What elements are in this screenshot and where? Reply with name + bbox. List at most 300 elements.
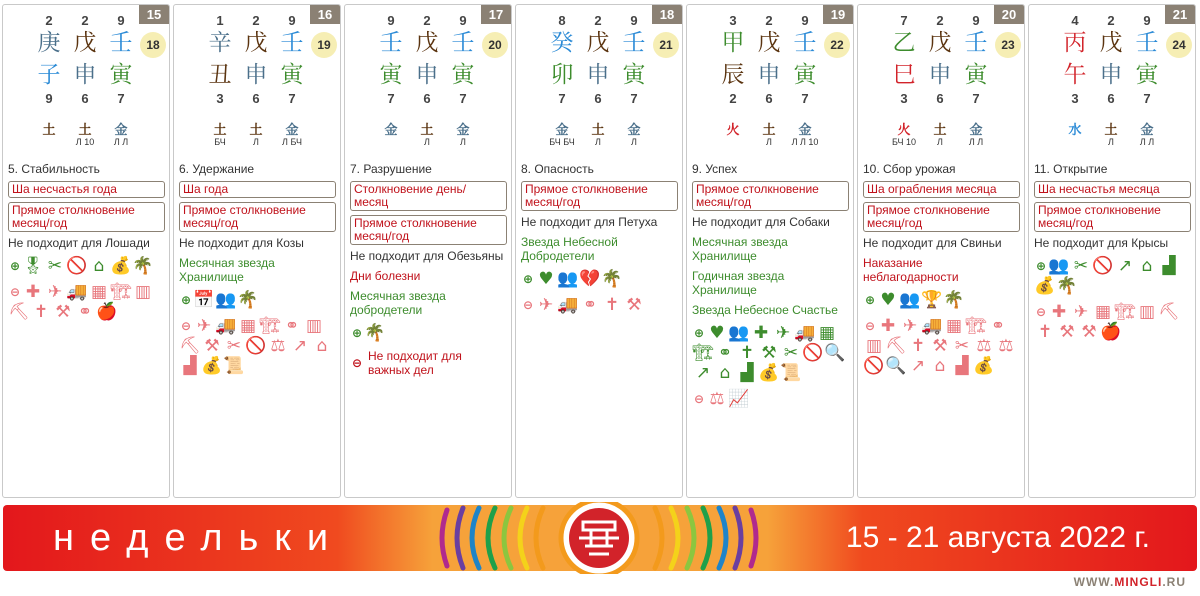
element-char: 金: [384, 122, 398, 137]
day-column-21: [1028, 4, 1196, 498]
element-sub: Л: [1108, 137, 1114, 147]
money-bag-icon: 💰: [110, 256, 132, 276]
airplane-icon: ✈: [775, 323, 791, 343]
tomb-icon: ✝: [33, 302, 49, 322]
growth-icon: ↗: [1117, 256, 1133, 276]
logo-rings-icon: [429, 502, 769, 574]
day-details: [1034, 181, 1191, 348]
people-icon: 👥: [557, 269, 579, 289]
boxes-icon: ▦: [90, 282, 108, 302]
unsuitable-for-text: Не подходит для Обезьяны: [350, 249, 504, 263]
element-subscripts: [719, 137, 839, 149]
unfavorable-icons: [1034, 302, 1191, 342]
door-icon: ▥: [1138, 302, 1156, 322]
day-details: [8, 181, 165, 328]
day-details: [350, 181, 507, 383]
good-star-text: Месячная звезда Хранилище: [179, 256, 275, 284]
top-digit: 2: [423, 13, 431, 28]
unfavorable-icons: [863, 316, 1020, 376]
earthly-branches: [721, 61, 831, 89]
plus-cross-icon: ✚: [753, 323, 769, 343]
branch-char: 申: [244, 62, 268, 88]
branch-char: 寅: [622, 62, 646, 88]
element-char: 土: [42, 122, 56, 137]
lunar-day-circle: 19: [311, 32, 337, 58]
scissors-icon: ✂: [1073, 256, 1089, 276]
branch-char: 辰: [721, 62, 745, 88]
plus-sign-icon: ⊕: [9, 259, 21, 273]
bottom-digit: 3: [1071, 91, 1079, 106]
element-char: 金: [456, 122, 470, 137]
top-digit: 9: [288, 13, 296, 28]
element-sub: БЧ 10: [891, 137, 916, 147]
element-row: [723, 119, 823, 137]
stem-char: 辛: [208, 30, 232, 56]
element-char: 金: [627, 122, 641, 137]
element-sub: Л: [631, 137, 637, 147]
top-digit: 9: [972, 13, 980, 28]
element-row: [894, 119, 994, 137]
scissors-icon: ✂: [954, 336, 970, 356]
top-digit: 2: [252, 13, 260, 28]
unsuitable-for-text: Не подходит для Козы: [179, 236, 304, 250]
coins-icon: ⚖: [998, 336, 1014, 356]
search-icon: 🔍: [824, 343, 846, 363]
stem-char: 癸: [550, 30, 574, 56]
bottom-digit: 7: [1143, 91, 1151, 106]
day-column-19: [686, 4, 854, 498]
element-subscripts: [35, 137, 155, 149]
house-icon: ⌂: [934, 356, 946, 376]
search-icon: 🔍: [885, 356, 907, 376]
tomb-icon: ✝: [1037, 322, 1053, 342]
stem-char: 戊: [73, 30, 97, 56]
boxes-icon: ▦: [818, 323, 836, 343]
site-link[interactable]: [1074, 575, 1186, 589]
branch-char: 申: [586, 62, 610, 88]
unsuitable-for-text: Не подходит для Собаки: [692, 215, 830, 229]
element-char: 金: [969, 122, 983, 137]
scales-icon: ⚖: [976, 336, 992, 356]
officer-name: 5. Стабильность: [8, 162, 100, 176]
top-digit: 1: [216, 13, 224, 28]
earthly-branches: [892, 61, 1002, 89]
tools-icon: ⚒: [932, 336, 948, 356]
growth-icon: ↗: [695, 363, 711, 383]
bottom-digits: [894, 91, 984, 107]
officer-name: 10. Сбор урожая: [863, 162, 956, 176]
day-number-badge: 16: [310, 5, 340, 24]
truck-icon: 🚚: [794, 323, 816, 343]
element-sub: Л: [937, 137, 943, 147]
growth-icon: ↗: [292, 336, 308, 356]
broken-heart-icon: 💔: [579, 269, 601, 289]
element-sub: Л Л 10: [791, 137, 819, 147]
tomb-icon: ✝: [739, 343, 755, 363]
element-subscripts: [377, 137, 497, 149]
tools-icon: ⚒: [626, 295, 642, 315]
favorable-icons: [692, 323, 849, 383]
lunar-day-circle: 21: [653, 32, 679, 58]
favorable-icons: [521, 269, 678, 289]
site-suffix: .RU: [1162, 575, 1186, 589]
lunar-day-circle: 18: [140, 32, 166, 58]
warning-box: Ша ограбления месяца: [863, 181, 1020, 198]
airplane-icon: ✈: [538, 295, 554, 315]
element-sub: Л Л: [113, 137, 129, 147]
scissors-icon: ✂: [47, 256, 63, 276]
bottom-digit: 9: [45, 91, 53, 106]
plus-sign-icon: ⊕: [522, 272, 534, 286]
chart-icon: 📈: [728, 389, 750, 409]
warning-box: Прямое столкновение месяц/год: [179, 202, 336, 232]
element-sub: Л БЧ: [282, 137, 302, 147]
day-number-badge: 21: [1165, 5, 1195, 24]
rings-icon: ⚭: [717, 343, 733, 363]
people-icon: 👥: [215, 290, 237, 310]
top-digits: [552, 13, 642, 29]
tools-icon: ⚒: [55, 302, 71, 322]
good-star-text: Звезда Небесное Счастье: [692, 303, 838, 317]
truck-icon: 🚚: [215, 316, 237, 336]
minus-sign-icon: ⊖: [180, 319, 192, 333]
bottom-digit: 6: [765, 91, 773, 106]
branch-char: 寅: [964, 62, 988, 88]
crane-icon: 🏗: [692, 343, 714, 363]
lunar-day-circle: 20: [482, 32, 508, 58]
favorable-icons: [863, 290, 1020, 310]
officer-name: 7. Разрушение: [350, 162, 432, 176]
people-icon: 👥: [728, 323, 750, 343]
branch-char: 寅: [1135, 62, 1159, 88]
warning-box: Прямое столкновение месяц/год: [1034, 202, 1191, 232]
officer-name: 11. Открытие: [1034, 162, 1108, 176]
element-sub: БЧ: [214, 137, 226, 147]
top-digit: 2: [594, 13, 602, 28]
date-range: 15 - 21 августа 2022 г.: [845, 521, 1150, 554]
element-char: 金: [798, 122, 812, 137]
stem-char: 戊: [586, 30, 610, 56]
day-number-badge: 15: [139, 5, 169, 24]
top-digit: 9: [630, 13, 638, 28]
bottom-digits: [552, 91, 642, 107]
element-row: [381, 119, 481, 137]
tomb-icon: ✝: [604, 295, 620, 315]
crane-icon: 🏗: [965, 316, 987, 336]
people-icon: 👥: [899, 290, 921, 310]
plus-sign-icon: ⊕: [864, 293, 876, 307]
branch-char: 丑: [208, 62, 232, 88]
branch-char: 子: [37, 62, 61, 88]
airplane-icon: ✈: [47, 282, 63, 302]
apple-icon: 🍎: [96, 302, 118, 322]
element-char: 土: [1104, 122, 1118, 137]
money-bag-icon: 💰: [201, 356, 223, 376]
bottom-digit: 7: [972, 91, 980, 106]
shovel-icon: ⛏: [8, 302, 30, 322]
truck-icon: 🚚: [66, 282, 88, 302]
palm-icon: 🌴: [1056, 276, 1078, 296]
certificate-icon: 📜: [223, 356, 245, 376]
site-prefix: WWW.: [1073, 575, 1115, 589]
warning-box: Прямое столкновение месяц/год: [350, 215, 507, 245]
stem-char: 壬: [109, 30, 133, 56]
day-details: [863, 181, 1020, 382]
door-icon: ▥: [134, 282, 152, 302]
no-eye-icon: 🚫: [1092, 256, 1114, 276]
element-sub: Л: [460, 137, 466, 147]
branch-char: 申: [757, 62, 781, 88]
airplane-icon: ✈: [902, 316, 918, 336]
unfavorable-icons: [692, 389, 849, 409]
unsuitable-for-text: Не подходит для Петуха: [521, 215, 658, 229]
minus-sign-icon: ⊖: [693, 392, 705, 406]
crane-icon: 🏗: [1114, 302, 1136, 322]
no-eye-icon: 🚫: [863, 356, 885, 376]
top-digit: 2: [765, 13, 773, 28]
warning-box: Ша года: [179, 181, 336, 198]
palm-icon: 🌴: [364, 323, 386, 343]
bottom-digit: 7: [801, 91, 809, 106]
stem-char: 壬: [964, 30, 988, 56]
minus-sign-icon: ⊖: [351, 356, 363, 370]
no-eye-icon: 🚫: [66, 256, 88, 276]
airplane-icon: ✈: [1073, 302, 1089, 322]
palm-icon: 🌴: [601, 269, 623, 289]
bottom-digit: 2: [729, 91, 737, 106]
money-bag-icon: 💰: [1034, 276, 1056, 296]
stairs-icon: ▟: [183, 356, 197, 376]
element-row: [1065, 119, 1165, 137]
day-details: [179, 181, 336, 382]
palm-icon: 🌴: [943, 290, 965, 310]
earthly-branches: [379, 61, 489, 89]
boxes-icon: ▦: [239, 316, 257, 336]
unsuitable-for-text: Не подходит для Лошади: [8, 236, 150, 250]
top-digit: 9: [387, 13, 395, 28]
element-char: 火: [897, 122, 911, 137]
tools-icon: ⚒: [1081, 322, 1097, 342]
bad-note-text: Не подходит для важных дел: [368, 349, 462, 377]
element-sub: Л 10: [75, 137, 95, 147]
rings-icon: ⚭: [284, 316, 300, 336]
heavenly-stems: [208, 29, 318, 57]
element-row: [552, 119, 652, 137]
unfavorable-icons: [8, 282, 165, 322]
element-subscripts: [890, 137, 1010, 149]
bottom-digit: 6: [423, 91, 431, 106]
top-digits: [39, 13, 129, 29]
tomb-icon: ✝: [910, 336, 926, 356]
top-digits: [894, 13, 984, 29]
lunar-day-circle: 23: [995, 32, 1021, 58]
stairs-icon: ▟: [955, 356, 969, 376]
unfavorable-icons: [179, 316, 336, 376]
rings-icon: ⚭: [77, 302, 93, 322]
money-bag-icon: 💰: [973, 356, 995, 376]
boxes-icon: ▦: [945, 316, 963, 336]
element-row: [39, 119, 139, 137]
element-char: 金: [114, 122, 128, 137]
boxes-icon: ▦: [1094, 302, 1112, 322]
earthly-branches: [37, 61, 147, 89]
day-number-badge: 20: [994, 5, 1024, 24]
stem-char: 戊: [1099, 30, 1123, 56]
bottom-digit: 3: [900, 91, 908, 106]
element-subscripts: [1061, 137, 1181, 149]
door-icon: ▥: [305, 316, 323, 336]
day-column-16: [173, 4, 341, 498]
element-char: 水: [1068, 122, 1082, 137]
stem-char: 庚: [37, 30, 61, 56]
truck-icon: 🚚: [557, 295, 579, 315]
bottom-digit: 3: [216, 91, 224, 106]
favorable-icons: [1034, 256, 1191, 296]
warning-box: Ша несчастья месяца: [1034, 181, 1191, 198]
element-char: 土: [762, 122, 776, 137]
top-digit: 3: [729, 13, 737, 28]
bottom-digits: [210, 91, 300, 107]
day-column-17: [344, 4, 512, 498]
day-details: [692, 181, 849, 415]
tools-icon: ⚒: [1059, 322, 1075, 342]
element-sub: Л Л: [1139, 137, 1155, 147]
house-icon: ⌂: [316, 336, 328, 356]
element-char: 土: [249, 122, 263, 137]
crane-icon: 🏗: [259, 316, 281, 336]
unsuitable-for-text: Не подходит для Свиньи: [863, 236, 1002, 250]
element-char: 土: [933, 122, 947, 137]
bad-note-row: [350, 349, 507, 377]
officer-name: 6. Удержание: [179, 162, 255, 176]
officer-name: 9. Успех: [692, 162, 738, 176]
element-char: 土: [591, 122, 605, 137]
good-star-text: Звезда Небесной Добродетели: [521, 235, 618, 263]
stem-char: 乙: [892, 30, 916, 56]
stem-char: 壬: [1135, 30, 1159, 56]
element-row: [210, 119, 310, 137]
minus-sign-icon: ⊖: [1035, 305, 1047, 319]
warning-box: Прямое столкновение месяц/год: [692, 181, 849, 211]
element-sub: Л: [595, 137, 601, 147]
bottom-digits: [381, 91, 471, 107]
day-column-20: [857, 4, 1025, 498]
minus-sign-icon: ⊖: [864, 319, 876, 333]
earthly-branches: [550, 61, 660, 89]
tools-icon: ⚒: [761, 343, 777, 363]
bad-star-text: Дни болезни: [350, 269, 421, 283]
good-star-text: Годичная звезда Хранилище: [692, 269, 785, 297]
plus-sign-icon: ⊕: [1035, 259, 1047, 273]
top-digits: [381, 13, 471, 29]
lunar-day-circle: 24: [1166, 32, 1192, 58]
top-digit: 9: [1143, 13, 1151, 28]
stem-char: 壬: [622, 30, 646, 56]
branch-char: 卯: [550, 62, 574, 88]
plus-cross-icon: ✚: [1051, 302, 1067, 322]
bad-star-text: Наказание неблагодарности: [863, 256, 959, 284]
stairs-icon: ▟: [1162, 256, 1176, 276]
element-sub: Л: [424, 137, 430, 147]
shovel-icon: ⛏: [885, 336, 907, 356]
coins-icon: ⚖: [270, 336, 286, 356]
top-digit: 2: [81, 13, 89, 28]
growth-icon: ↗: [910, 356, 926, 376]
bottom-digit: 7: [630, 91, 638, 106]
brand-title: недельки: [53, 517, 345, 559]
stem-char: 壬: [793, 30, 817, 56]
door-icon: ▥: [865, 336, 883, 356]
element-sub: БЧ БЧ: [549, 137, 575, 147]
medal-icon: 🎖: [22, 256, 44, 276]
shovel-icon: ⛏: [1158, 302, 1180, 322]
stem-char: 戊: [415, 30, 439, 56]
bottom-digits: [723, 91, 813, 107]
element-char: 土: [78, 122, 92, 137]
element-char: 金: [285, 122, 299, 137]
rings-icon: ⚭: [990, 316, 1006, 336]
top-digit: 9: [117, 13, 125, 28]
element-char: 土: [420, 122, 434, 137]
scales-icon: ⚖: [709, 389, 725, 409]
branch-char: 申: [73, 62, 97, 88]
day-number-badge: 17: [481, 5, 511, 24]
bottom-digit: 7: [558, 91, 566, 106]
heart-icon: ♥: [538, 269, 554, 289]
palm-icon: 🌴: [132, 256, 154, 276]
heavenly-stems: [550, 29, 660, 57]
bottom-digit: 6: [81, 91, 89, 106]
plus-cross-icon: ✚: [880, 316, 896, 336]
element-subscripts: [206, 137, 326, 149]
no-eye-icon: 🚫: [802, 343, 824, 363]
stairs-icon: ▟: [740, 363, 754, 383]
earthly-branches: [208, 61, 318, 89]
day-column-15: [2, 4, 170, 498]
apple-icon: 🍎: [1100, 322, 1122, 342]
scissors-icon: ✂: [783, 343, 799, 363]
top-digits: [723, 13, 813, 29]
plus-cross-icon: ✚: [25, 282, 41, 302]
day-column-18: [515, 4, 683, 498]
stem-char: 丙: [1063, 30, 1087, 56]
good-star-text: Месячная звезда добродетели: [350, 289, 446, 317]
branch-char: 申: [1099, 62, 1123, 88]
branch-char: 寅: [280, 62, 304, 88]
branch-char: 寅: [109, 62, 133, 88]
bottom-digit: 6: [936, 91, 944, 106]
top-digit: 2: [1107, 13, 1115, 28]
site-name: MINGLI: [1114, 575, 1163, 589]
top-digit: 8: [558, 13, 566, 28]
money-bag-icon: 💰: [758, 363, 780, 383]
element-sub: Л Л: [968, 137, 984, 147]
stem-char: 壬: [379, 30, 403, 56]
top-digits: [1065, 13, 1155, 29]
bottom-digit: 7: [387, 91, 395, 106]
branch-char: 午: [1063, 62, 1087, 88]
no-eye-icon: 🚫: [245, 336, 267, 356]
shovel-icon: ⛏: [179, 336, 201, 356]
bottom-digit: 6: [252, 91, 260, 106]
house-icon: ⌂: [1141, 256, 1153, 276]
branch-char: 寅: [379, 62, 403, 88]
certificate-icon: 📜: [780, 363, 802, 383]
earthly-branches: [1063, 61, 1173, 89]
warning-box: Столкновение день/ месяц: [350, 181, 507, 211]
plus-sign-icon: ⊕: [693, 326, 705, 340]
branch-char: 寅: [793, 62, 817, 88]
